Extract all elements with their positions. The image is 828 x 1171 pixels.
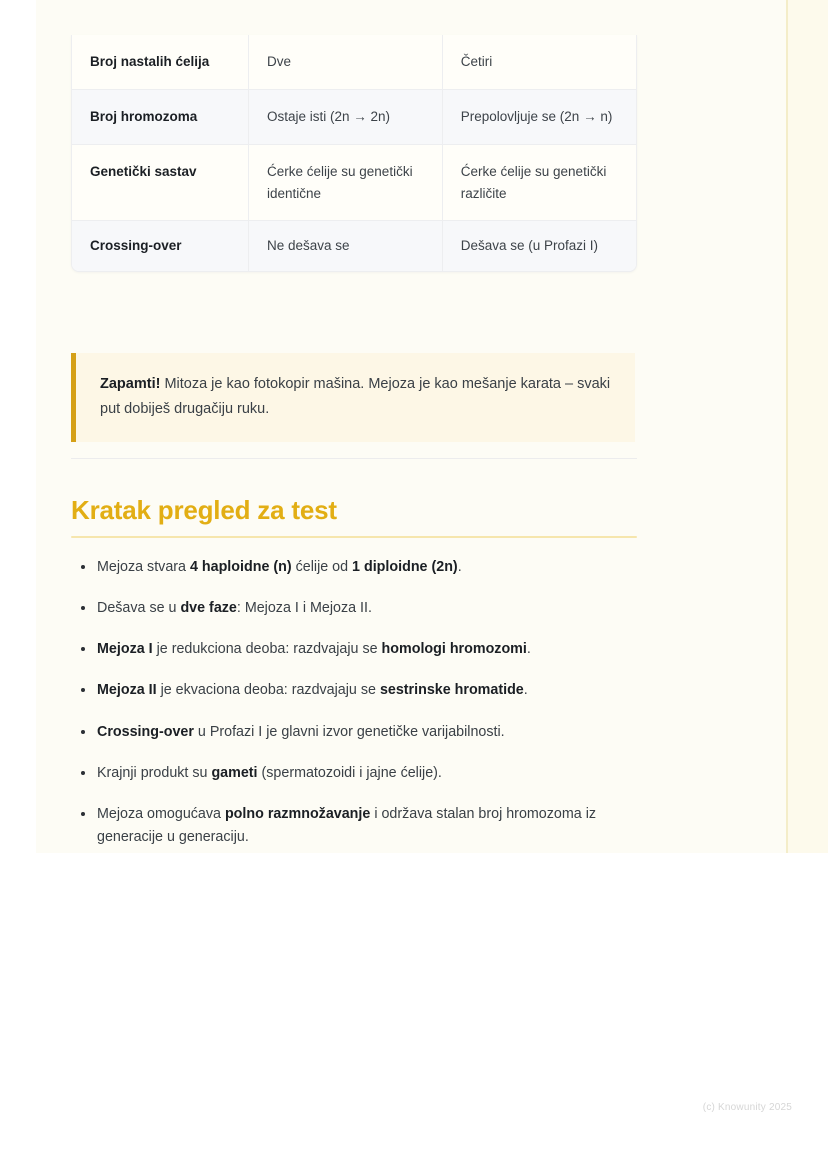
comparison-table-body xyxy=(72,35,636,271)
callout-lead: Zapamti! xyxy=(100,376,161,392)
table-row xyxy=(72,144,636,221)
list-item-text: Dešava se u xyxy=(97,600,181,617)
summary-heading-underline xyxy=(71,536,637,538)
list-item-text: Mejoza stvara xyxy=(97,559,190,575)
list-item-emphasis: sestrinske hromatide xyxy=(379,682,524,699)
comparison-table xyxy=(72,35,636,271)
list-item-text: . xyxy=(526,641,531,658)
remember-callout xyxy=(71,353,635,442)
callout-text xyxy=(100,372,613,422)
list-item-emphasis: Mejoza II xyxy=(97,682,157,699)
list-item-text: . xyxy=(523,682,528,699)
list-item-text: ćelije od xyxy=(291,559,353,575)
list-item-text: je ekvaciona deoba: razdvajaju se xyxy=(156,682,380,699)
list-item-emphasis: dve faze xyxy=(180,600,237,617)
list-item-text: i održava stalan broj hromozoma iz generacije u generaciju. xyxy=(97,805,597,846)
table-cell-meiosis: Četiri xyxy=(442,35,636,89)
list-item-emphasis: homologi hromozomi xyxy=(381,641,527,658)
table-cell-meiosis: Prepolovljuje se (2n → n) xyxy=(442,89,636,144)
list-item xyxy=(71,556,637,579)
list-item xyxy=(71,679,637,702)
table-cell-mitosis: Ne dešava se xyxy=(249,221,443,271)
list-item-emphasis: Mejoza I xyxy=(97,641,153,658)
table-cell-meiosis: Dešava se (u Profazi I) xyxy=(442,221,636,271)
list-item-text: je redukciona deoba: razdvajaju se xyxy=(152,641,382,658)
callout-body: Mitoza je kao fotokopir mašina. Mejoza je kao mešanje karata – svaki put dobiješ drugačiju ruku. xyxy=(100,376,611,417)
table-row xyxy=(72,89,636,144)
list-item xyxy=(71,638,637,661)
comparison-table-container xyxy=(71,35,637,272)
list-item xyxy=(71,721,637,744)
table-row xyxy=(72,35,636,89)
summary-heading: Kratak pregled za test xyxy=(71,495,337,525)
list-item-emphasis: gameti xyxy=(211,764,258,781)
page-right-margin-band xyxy=(788,0,828,853)
list-item-emphasis: 4 haploidne (n) xyxy=(189,559,292,575)
list-item-text: : Mejoza I i Mejoza II. xyxy=(236,600,372,617)
list-item-emphasis: polno razmnožavanje xyxy=(224,805,371,822)
list-item xyxy=(71,597,637,620)
table-cell-mitosis: Dve xyxy=(249,35,443,89)
table-cell-label: Broj hromozoma xyxy=(72,89,249,144)
list-item-text: . xyxy=(457,559,462,575)
table-cell-meiosis: Ćerke ćelije su genetički različite xyxy=(442,144,636,221)
list-item xyxy=(71,762,637,785)
section-divider xyxy=(71,458,637,459)
table-cell-label: Broj nastalih ćelija xyxy=(72,35,249,89)
list-item xyxy=(71,803,637,849)
list-item-text: Krajnji produkt su xyxy=(97,764,212,781)
table-cell-mitosis: Ćerke ćelije su genetički identične xyxy=(249,144,443,221)
footer-credit: (c) Knowunity 2025 xyxy=(702,1102,792,1113)
table-cell-label: Crossing-over xyxy=(72,221,249,271)
list-item-text: (spermatozoidi i jajne ćelije). xyxy=(257,764,442,781)
table-row xyxy=(72,221,636,271)
list-item-text: Mejoza omogućava xyxy=(97,805,225,822)
table-cell-label: Genetički sastav xyxy=(72,144,249,221)
table-cell-mitosis: Ostaje isti (2n → 2n) xyxy=(249,89,443,144)
list-item-text: u Profazi I je glavni izvor genetičke varijabilnosti. xyxy=(193,723,505,740)
list-item-emphasis: 1 diploidne (2n) xyxy=(352,559,458,575)
list-item-emphasis: Crossing-over xyxy=(97,723,194,740)
summary-list xyxy=(71,556,637,849)
